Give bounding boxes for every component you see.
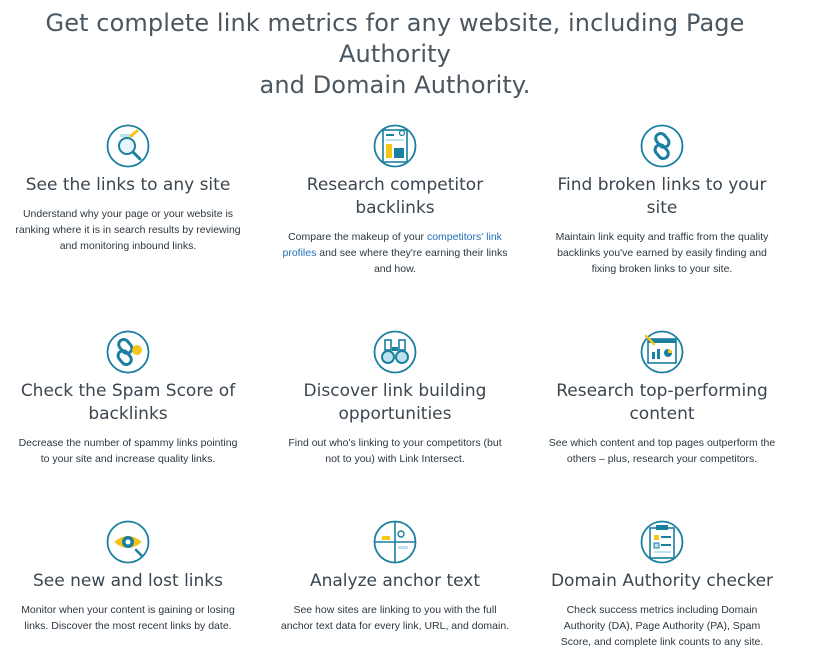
feature-description: Decrease the number of spammy links pointing to your site and increase quality links. [18,437,238,465]
feature-spam-score [3,330,253,467]
competitors-link-profiles-link[interactable]: competitors' link profiles [282,231,502,259]
feature-anchor-text [270,520,520,634]
feature-description: Find out who's linking to your competitors (but not to you) with Link Intersect. [288,437,502,465]
page-headline: Get complete link metrics for any website, including Page Authority and Domain Authority. [45,9,745,99]
feature-competitor-backlinks [270,124,520,277]
spam-link-icon [106,330,150,374]
feature-description: Understand why your page or your website is ranking where it is in search results by reviewing and monitoring inbound links. [15,208,241,252]
feature-title: Domain Authority checker [550,571,774,591]
eye-icon [106,520,150,564]
feature-title: Research competitor backlinks [306,175,484,218]
feature-description: Check success metrics including Domain Authority (DA), Page Authority (PA), Spam Score, and complete link counts to any site. [560,604,764,648]
feature-title: Research top-performing content [556,381,768,424]
feature-new-lost-links [3,520,253,634]
feature-title: Discover link building opportunities [303,381,487,424]
feature-description: See how sites are linking to you with the full anchor text data for every link, URL, and domain. [280,604,510,632]
feature-description: See which content and top pages outperform the others – plus, research your competitors. [548,437,776,465]
feature-domain-authority [537,520,787,650]
feature-see-links [3,124,253,254]
feature-title: Analyze anchor text [309,571,481,591]
magnifier-icon [106,124,150,168]
clipboard-icon [640,520,684,564]
chain-link-icon [640,124,684,168]
feature-description: Monitor when your content is gaining or losing links. Discover the most recent links by date. [21,604,235,632]
feature-description: Compare the makeup of your competitors' link profiles and see where they're earning their links and how. [282,231,508,275]
binoculars-icon [373,330,417,374]
feature-title: Check the Spam Score of backlinks [20,381,236,424]
feature-title: Find broken links to your site [557,175,767,218]
feature-link-building [270,330,520,467]
document-report-icon [373,124,417,168]
feature-title: See the links to any site [25,175,231,195]
analytics-browser-icon [640,330,684,374]
feature-top-content [537,330,787,467]
anchor-map-icon [373,520,417,564]
feature-description: Maintain link equity and traffic from the quality backlinks you've earned by easily finding and fixing broken links to your site. [555,231,769,275]
feature-broken-links [537,124,787,277]
feature-title: See new and lost links [32,571,223,591]
